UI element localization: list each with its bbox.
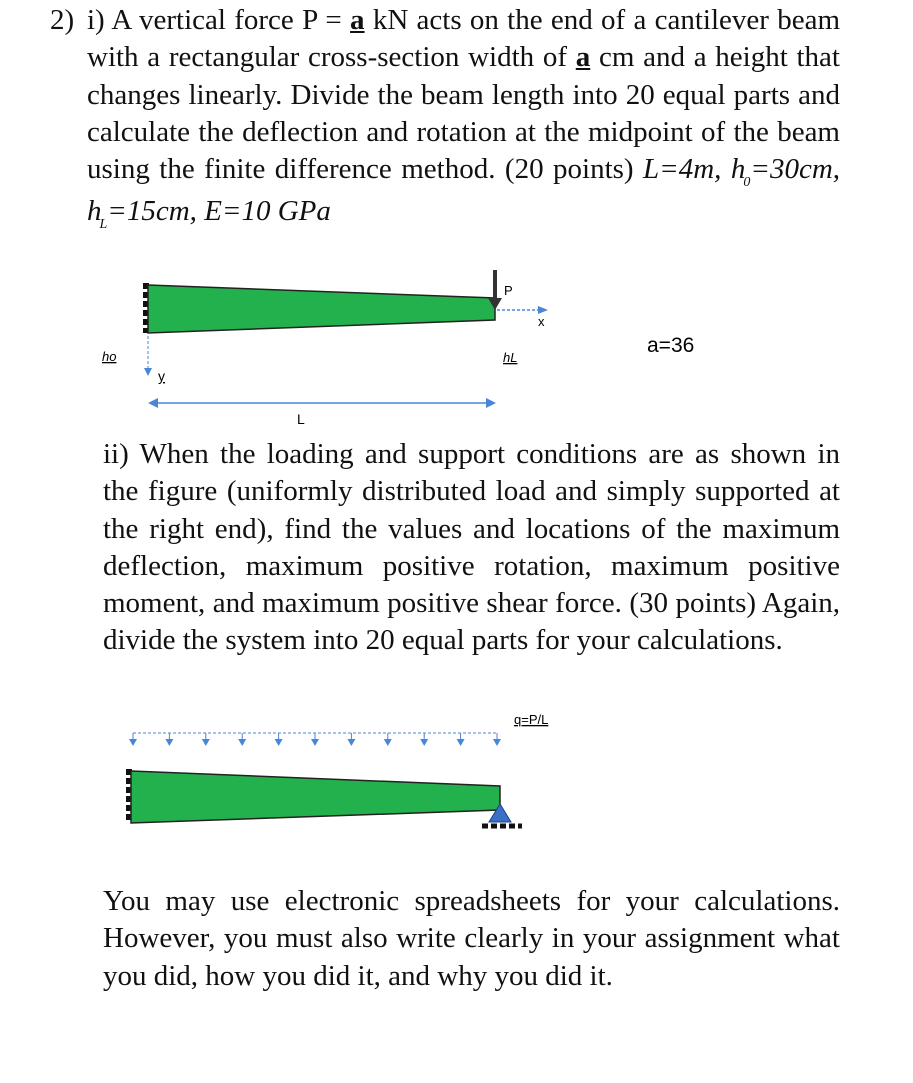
part-ii-marker: ii)	[103, 438, 129, 470]
load-arrow	[275, 733, 283, 746]
load-arrow	[420, 733, 428, 746]
label-y: y	[158, 368, 165, 384]
load-arrow	[384, 733, 392, 746]
load-arrow	[311, 733, 319, 746]
modulus-value: E=10 GPa	[204, 195, 331, 228]
hL-letter: h	[87, 195, 102, 228]
distributed-load-arrows	[129, 733, 501, 746]
load-arrow	[457, 733, 465, 746]
load-arrow	[238, 733, 246, 746]
note-text: You may use electronic spreadsheets for your calculations. However, you must also write clearly in your assignment what you did, how you did it, and why you did it.	[103, 885, 840, 992]
load-arrow	[129, 733, 137, 746]
load-arrow	[202, 733, 210, 746]
label-ho: ho	[102, 349, 117, 364]
variable-a-2: a	[575, 41, 591, 74]
label-P: P	[504, 283, 513, 298]
part-i-text-1: A vertical force P =	[111, 4, 351, 36]
part-i-text-2: kN acts on the end of a cantilever beam with a rectangular cross-section width of	[87, 4, 840, 74]
label-hL: hL	[503, 350, 518, 365]
h0-letter: h	[730, 153, 746, 186]
length-value: L=4m,	[643, 153, 722, 186]
load-arrow	[347, 733, 355, 746]
part-ii-body: When the loading and support conditions are as shown in the figure (uniformly distributed load and simply supported at the right end), find the values and locations of the maximum deflection, maximum positive rotation, maximum positive moment, and maximum positive shear force. (30 points) Again, divide the system into 20 equal parts for your calculations.	[103, 438, 840, 657]
label-q: q=P/L	[514, 712, 549, 727]
h0-subscript: 0	[743, 175, 751, 191]
label-L: L	[297, 411, 305, 427]
load-arrow	[165, 733, 173, 746]
problem-number: 2)	[50, 4, 75, 36]
a-value: a=36	[647, 334, 695, 357]
h0-rest: =30cm,	[750, 153, 841, 186]
tapered-beam-2	[131, 771, 500, 823]
part-i-marker: i)	[87, 4, 105, 36]
label-x: x	[538, 314, 545, 329]
part-i-text-3: cm and a height that changes linearly. Divide the beam length into 20 equal parts and calculate the deflection and rotation at the midpoint of the beam using the finite difference method. (20 points)	[87, 41, 840, 186]
hL-rest: =15cm,	[107, 195, 197, 228]
load-arrow	[493, 733, 501, 746]
hL-subscript: L	[99, 217, 108, 233]
variable-a-1: a	[350, 4, 365, 36]
